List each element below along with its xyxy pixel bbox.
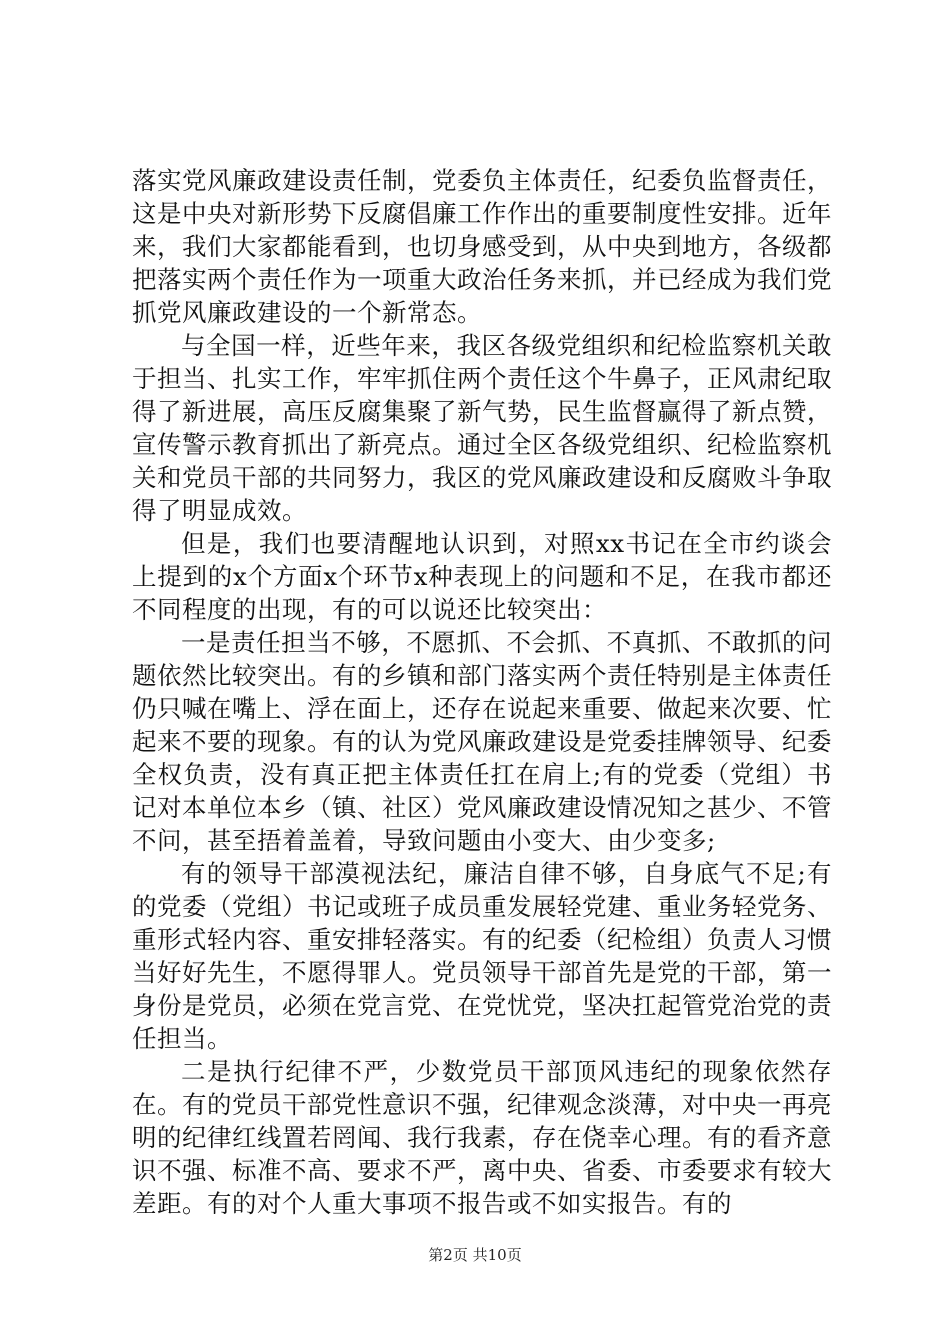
paragraph-6: 二是执行纪律不严，少数党员干部顶风违纪的现象依然存在。有的党员干部党性意识不强，纪律观念淡薄，对中央一再亮明的纪律红线置若罔闻、我行我素，存在侥幸心理。有的看齐意识不强、标准不高、要求不严，离中央、省委、市委要求有较大差距。有的对个人重大事项不报告或不如实报告。有的: [132, 1057, 832, 1218]
paragraph-2: 与全国一样，近些年来，我区各级党组织和纪检监察机关敢于担当、扎实工作，牢牢抓住两个责任这个牛鼻子，正风肃纪取得了新进展，高压反腐集聚了新气势，民生监督赢得了新点赞，宣传警示教育抓出了新亮点。通过全区各级党组织、纪检监察机关和党员干部的共同努力，我区的党风廉政建设和反腐败斗争取得了明显成效。: [132, 331, 832, 525]
paragraph-5: 有的领导干部漠视法纪，廉洁自律不够，自身底气不足;有的党委（党组）书记或班子成员重发展轻党建、重业务轻党务、重形式轻内容、重安排轻落实。有的纪委（纪检组）负责人习惯当好好先生，不愿得罪人。党员领导干部首先是党的干部，第一身份是党员，必须在党言党、在党忧党，坚决扛起管党治党的责任担当。: [132, 859, 832, 1053]
paragraph-3: 但是，我们也要清醒地认识到，对照xx书记在全市约谈会上提到的x个方面x个环节x种表现上的问题和不足，在我市都还不同程度的出现，有的可以说还比较突出：: [132, 529, 832, 624]
paragraph-1: 落实党风廉政建设责任制，党委负主体责任，纪委负监督责任，这是中央对新形势下反腐倡廉工作作出的重要制度性安排。近年来，我们大家都能看到，也切身感受到，从中央到地方，各级都把落实两个责任作为一项重大政治任务来抓，并已经成为我们党抓党风廉政建设的一个新常态。: [132, 166, 832, 327]
page-number-footer: 第2页 共10页: [428, 1246, 522, 1264]
document-body: [132, 164, 832, 1220]
paragraph-4: 一是责任担当不够，不愿抓、不会抓、不真抓、不敢抓的问题依然比较突出。有的乡镇和部门落实两个责任特别是主体责任仍只喊在嘴上、浮在面上，还存在说起来重要、做起来次要、忙起来不要的现象。有的认为党风廉政建设是党委挂牌领导、纪委全权负责，没有真正把主体责任扛在肩上;有的党委（党组）书记对本单位本乡（镇、社区）党风廉政建设情况知之甚少、不管不问，甚至捂着盖着，导致问题由小变大、由少变多;: [132, 628, 832, 855]
